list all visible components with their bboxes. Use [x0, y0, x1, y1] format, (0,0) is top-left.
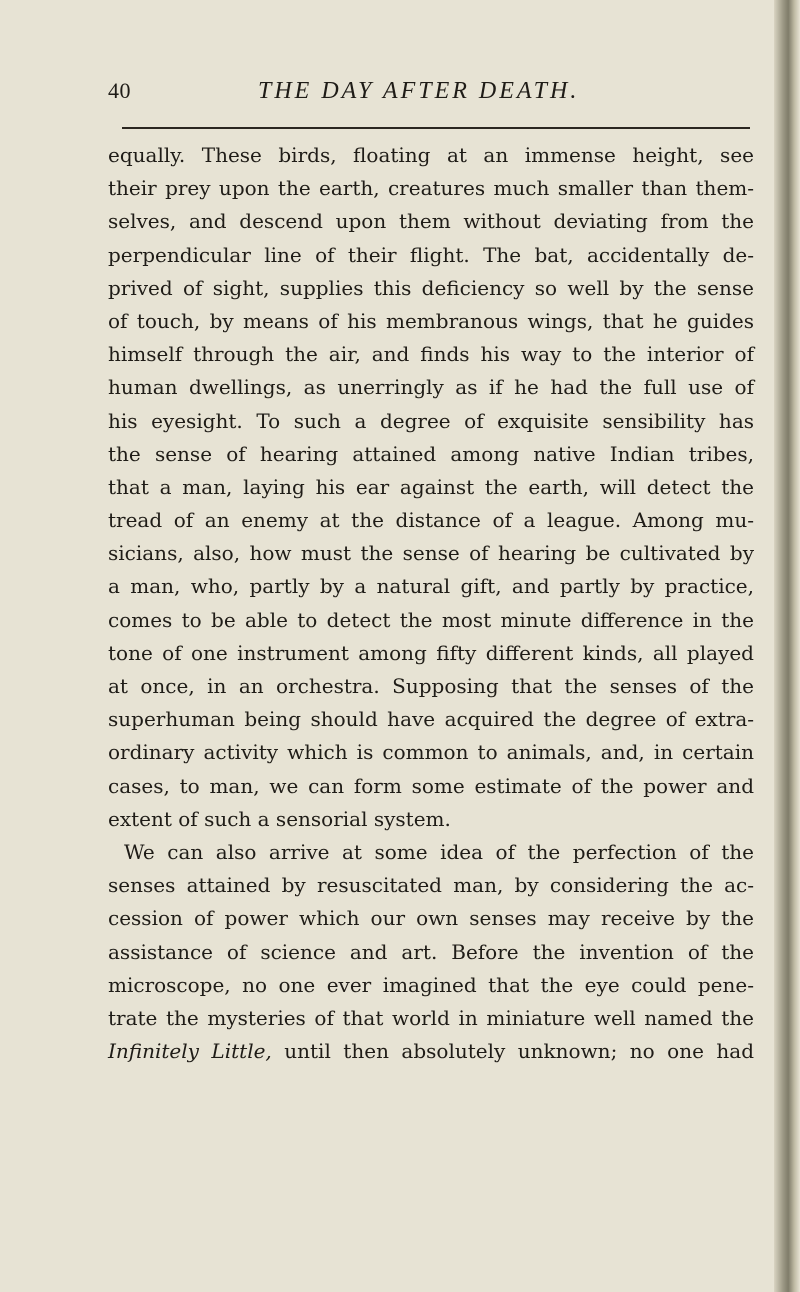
text-line: selves, and descend upon them without deviating from the: [108, 209, 754, 234]
text-line: senses attained by resuscitated man, by considering the ac-: [108, 873, 754, 898]
text-line: cases, to man, we can form some estimate of the power and: [108, 773, 754, 798]
text-line: sicians, also, how must the sense of hearing be cultivated by: [108, 541, 754, 566]
text-line: tread of an enemy at the distance of a league. Among mu-: [108, 508, 754, 533]
italic-phrase: Infinitely Little,: [108, 1039, 272, 1064]
text-line: assistance of science and art. Before the invention of the: [108, 939, 754, 964]
text-line: that a man, laying his ear against the earth, will detect the: [108, 474, 754, 499]
text-line: himself through the air, and finds his way to the interior of: [108, 342, 754, 367]
text-line: tone of one instrument among fifty different kinds, all played: [108, 640, 754, 665]
body-text: [108, 139, 754, 1068]
paragraph-end-line: extent of such a sensorial system.: [108, 806, 451, 831]
text-line: at once, in an orchestra. Supposing that the senses of the: [108, 674, 754, 698]
header-rule: [122, 127, 750, 129]
text-line: prived of sight, supplies this deficiency so well by the sense: [108, 275, 754, 300]
page-header: [108, 78, 748, 110]
text-line: of touch, by means of his membranous wings, that he guides: [108, 308, 754, 333]
text-line: their prey upon the earth, creatures much smaller than them-: [108, 176, 754, 201]
last-text-line: [108, 1035, 754, 1068]
text-line: cession of power which our own senses may receive by the: [108, 906, 754, 931]
text-line: a man, who, partly by a natural gift, and partly by practice,: [108, 574, 754, 599]
paragraph-start-line: We can also arrive at some idea of the perfection of the: [124, 839, 754, 864]
running-title: THE DAY AFTER DEATH.: [258, 78, 580, 104]
text-line: the sense of hearing attained among native Indian tribes,: [108, 441, 754, 466]
text-line: perpendicular line of their flight. The bat, accidentally de-: [108, 242, 754, 267]
text-line: microscope, no one ever imagined that the eye could pene-: [108, 972, 754, 997]
page-binding-edge: [774, 0, 800, 1292]
text-line: equally. These birds, floating at an immense height, see: [108, 143, 754, 167]
text-line: his eyesight. To such a degree of exquisite sensibility has: [108, 408, 754, 433]
page-number: 40: [108, 78, 131, 103]
text-line: ordinary activity which is common to animals, and, in certain: [108, 740, 754, 765]
text-line: trate the mysteries of that world in miniature well named the: [108, 1005, 754, 1030]
text-line: superhuman being should have acquired the degree of extra-: [108, 707, 754, 732]
last-line-rest: until then absolutely unknown; no one had: [271, 1039, 754, 1064]
text-line: comes to be able to detect the most minute difference in the: [108, 607, 754, 632]
text-line: human dwellings, as unerringly as if he had the full use of: [108, 375, 754, 400]
